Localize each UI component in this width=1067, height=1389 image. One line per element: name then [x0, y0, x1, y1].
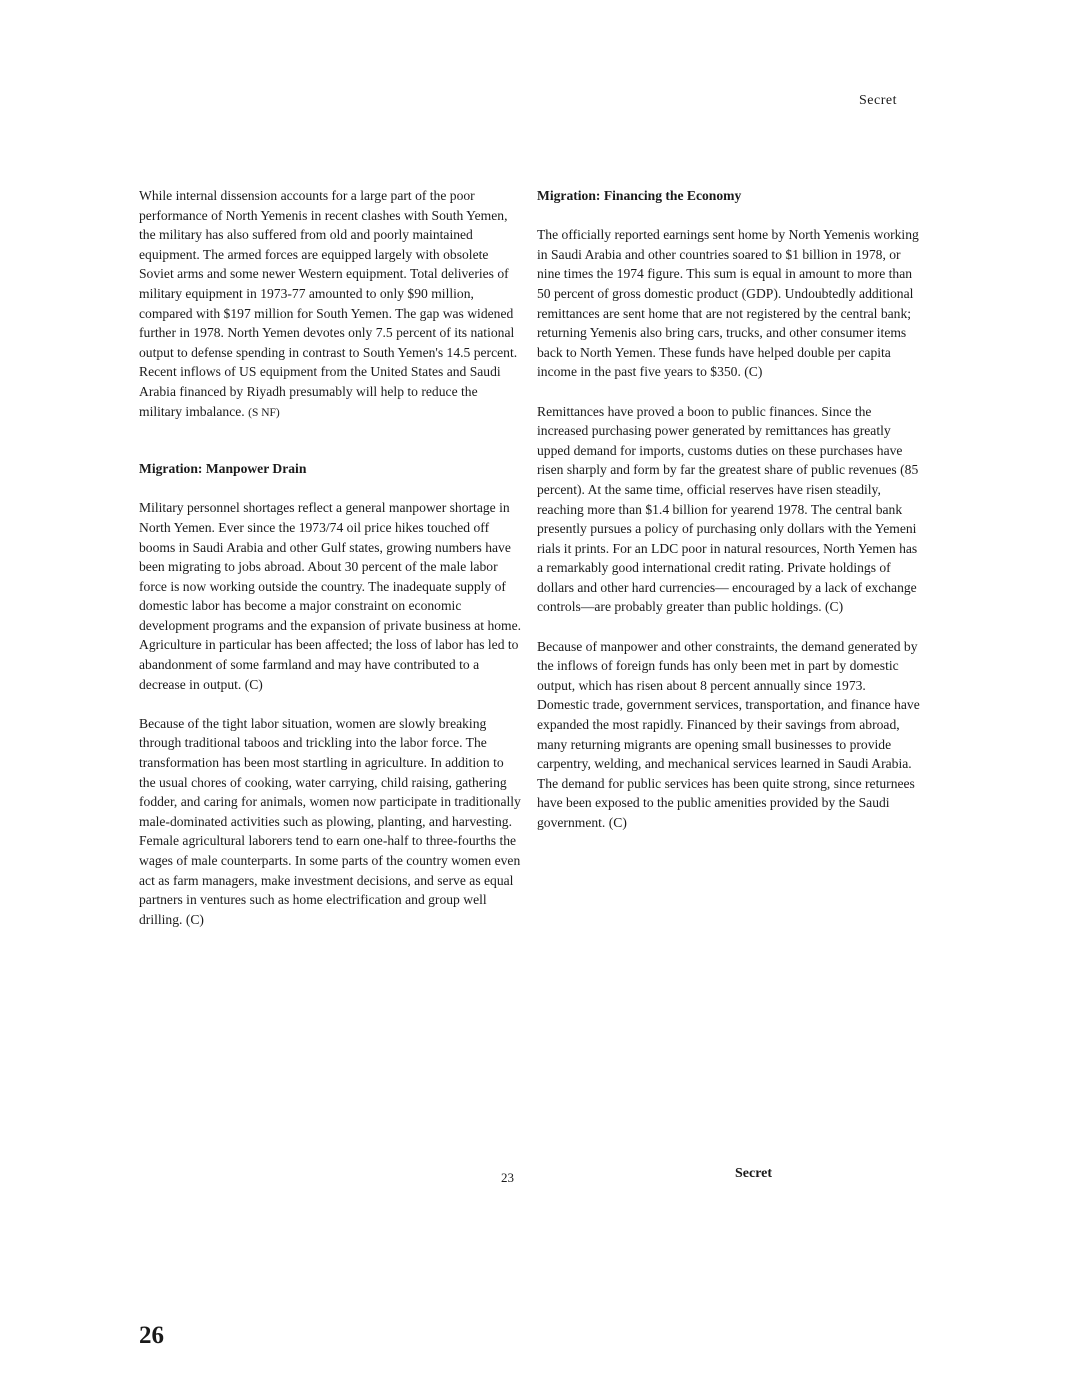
header-classification: Secret — [859, 93, 897, 108]
intro-paragraph-text: While internal dissension accounts for a large part of the poor performance of North Yemenis in recent clashes with South Yemen, the military has also suffered from old and poorly maintained equipment. The armed forces are equipped largely with obsolete Soviet arms and some newer Western equipment. Total deliveries of military equipment in 1973-77 amounted to only $90 million, compared with $197 million for South Yemen. The gap was widened further in 1978. North Yemen devotes only 7.5 percent of its national output to defense spending in contrast to South Yemen's 14.5 percent. Recent inflows of US equipment from the United States and Saudi Arabia financed by Riyadh presumably will help to reduce the military imbalance. — [139, 188, 518, 419]
frame-number: 26 — [139, 1322, 164, 1349]
footer-classification: Secret — [735, 1166, 773, 1181]
left-column — [139, 186, 523, 949]
right-column — [537, 186, 920, 852]
financing-paragraph-3: Because of manpower and other constraints, the demand generated by the inflows of foreign funds has only been met in part by domestic output, which has risen about 8 percent annually since 1973. Domestic trade, government services, transportation, and finance have expanded the most rapidly. Financed by their savings from abroad, many returning migrants are opening small businesses to provide carpentry, welding, and mechanical services learned in Saudi Arabia. The demand for public services has been quite strong, since returnees have been exposed to the public amenities provided by the Saudi government. (C) — [537, 638, 920, 830]
section-title-manpower-drain: Migration: Manpower Drain — [139, 461, 307, 477]
intro-classification-marking: (S NF) — [248, 406, 280, 419]
manpower-paragraph-1: Military personnel shortages reflect a general manpower shortage in North Yemen. Ever since the 1973/74 oil price hikes touched off booms in Saudi Arabia and other Gulf states, growing numbers have been migrating to jobs abroad. About 30 percent of the male labor force is now working outside the country. The inadequate supply of domestic labor has become a major constraint on economic development programs and the expansion of private business at home. Agriculture in particular has been affected; the loss of labor has led to abandonment of some farmland and may have contributed to a decrease in output. (C) — [139, 500, 522, 692]
section-title-financing-economy: Migration: Financing the Economy — [537, 188, 742, 203]
intro-paragraph — [139, 186, 523, 423]
page-number: 23 — [501, 1170, 514, 1185]
financing-paragraph-1: The officially reported earnings sent home by North Yemenis working in Saudi Arabia and other countries soared to $1 billion in 1978, or nine times the 1974 figure. This sum is equal in amount to more than 50 percent of gross domestic product (GDP). Undoubtedly additional remittances are sent home that are not registered by the central bank; returning Yemenis also bring cars, trucks, and other consumer items back to North Yemen. These funds have helped double per capita income in the past five years to $350. (C) — [537, 227, 919, 380]
financing-paragraph-2: Remittances have proved a boon to public finances. Since the increased purchasing power generated by remittances has greatly upped demand for imports, customs duties on these purchases have risen sharply and form by far the greatest share of public revenues (85 percent). At the same time, official reserves have risen steadily, reaching more than $1.4 billion for yearend 1978. The central bank presently pursues a policy of purchasing only dollars with the Yemeni rials it prints. For an LDC poor in natural resources, North Yemen has a remarkably good international credit rating. Private holdings of dollars and other hard currencies— encouraged by a lack of exchange controls—are probably greater than public holdings. (C) — [537, 403, 919, 615]
manpower-paragraph-2: Because of the tight labor situation, women are slowly breaking through traditional taboos and trickling into the labor force. The transformation has been most startling in agriculture. In addition to the usual chores of cooking, water carrying, child raising, gathering fodder, and caring for animals, women now participate in traditionally male-dominated activities such as plowing, planting, and harvesting. Female agricultural laborers tend to earn one-half to three-fourths the wages of male counterparts. In some parts of the country women even act as farm managers, make investment decisions, and serve as equal partners in ventures such as home electrification and group well drilling. (C) — [139, 715, 521, 927]
